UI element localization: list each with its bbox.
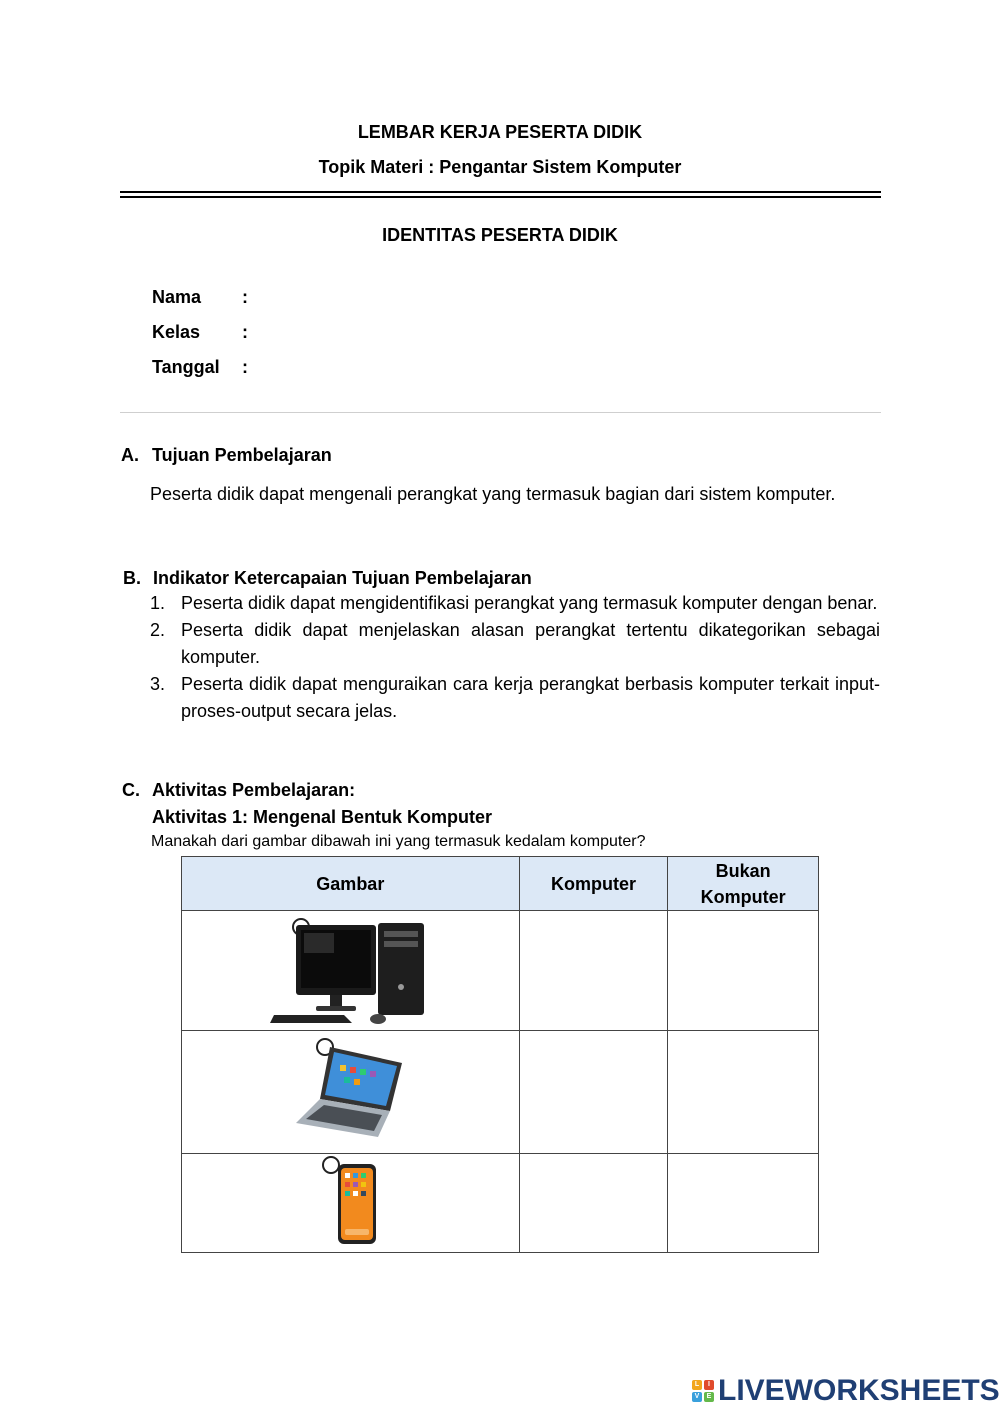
section-a-text: Peserta didik dapat mengenali perangkat yang termasuk bagian dari sistem komputer. (150, 484, 836, 504)
desktop-computer-image[interactable] (270, 917, 440, 1027)
identity-divider (120, 412, 881, 413)
bukan-komputer-cell-1[interactable] (668, 911, 819, 1031)
identity-title: IDENTITAS PESERTA DIDIK (382, 225, 618, 245)
smartphone-image[interactable] (336, 1163, 380, 1247)
field-tanggal (152, 357, 248, 378)
komputer-cell-3[interactable] (519, 1154, 668, 1253)
header-gambar: Gambar (182, 857, 520, 911)
indicator-item-1-text: Peserta didik dapat mengidentifikasi perangkat yang termasuk komputer dengan benar. (181, 593, 878, 613)
header-komputer: Komputer (519, 857, 668, 911)
topic-subtitle: Topik Materi : Pengantar Sistem Komputer (318, 157, 682, 177)
section-c-title: Aktivitas Pembelajaran: (152, 780, 356, 800)
image-cell-laptop (182, 1031, 520, 1154)
field-nama (152, 287, 248, 308)
indicator-item-2-text: Peserta didik dapat menjelaskan alasan perangkat tertentu dikategorikan sebagai komputer. (181, 620, 880, 667)
classification-table (181, 856, 819, 1253)
indicator-list (150, 590, 880, 725)
field-tanggal-label: Tanggal (152, 357, 220, 377)
header-bukan-line1: Bukan (715, 860, 771, 881)
section-a-title: Tujuan Pembelajaran (152, 445, 332, 465)
activity-title: Aktivitas 1: Mengenal Bentuk Komputer (152, 807, 493, 827)
liveworksheets-logo (692, 1374, 1000, 1408)
image-cell-desktop (182, 911, 520, 1031)
indicator-item-3-number: 3. (150, 674, 166, 694)
header-divider-bottom (120, 196, 881, 198)
table-row (182, 911, 819, 1031)
section-b-letter: B. (123, 568, 141, 588)
indicator-item-1 (150, 590, 880, 617)
bukan-komputer-cell-3[interactable] (668, 1154, 819, 1253)
field-nama-colon: : (242, 287, 248, 307)
komputer-cell-2[interactable] (519, 1031, 668, 1154)
indicator-item-3-text: Peserta didik dapat menguraikan cara kerja perangkat berbasis komputer terkait input-proses-output secara jelas. (181, 674, 880, 721)
field-kelas-label: Kelas (152, 322, 201, 342)
section-b-title: Indikator Ketercapaian Tujuan Pembelajaran (153, 568, 532, 588)
table-row (182, 1154, 819, 1253)
image-cell-smartphone (182, 1154, 520, 1253)
indicator-item-3 (150, 671, 880, 725)
liveworksheets-text: LIVEWORKSHEETS (718, 1374, 1000, 1407)
komputer-cell-1[interactable] (519, 911, 668, 1031)
indicator-item-2 (150, 617, 880, 671)
table-header-row (182, 857, 819, 911)
section-a-letter: A. (121, 445, 139, 465)
header-bukan-komputer (668, 857, 819, 911)
worksheet-title: LEMBAR KERJA PESERTA DIDIK (357, 122, 643, 142)
field-kelas-colon: : (242, 322, 248, 342)
table-row (182, 1031, 819, 1154)
activity-question: Manakah dari gambar dibawah ini yang termasuk kedalam komputer? (151, 833, 646, 850)
bukan-komputer-cell-2[interactable] (668, 1031, 819, 1154)
field-nama-label: Nama (152, 287, 202, 307)
header-divider-top (120, 191, 881, 193)
laptop-image[interactable] (294, 1045, 414, 1145)
indicator-item-2-number: 2. (150, 620, 166, 640)
liveworksheets-mark-icon: L I V E (692, 1380, 714, 1402)
header-bukan-line2: Komputer (700, 886, 786, 907)
field-tanggal-colon: : (242, 357, 248, 377)
indicator-item-1-number: 1. (150, 593, 166, 613)
field-kelas (152, 322, 248, 343)
section-c-letter: C. (122, 780, 140, 800)
